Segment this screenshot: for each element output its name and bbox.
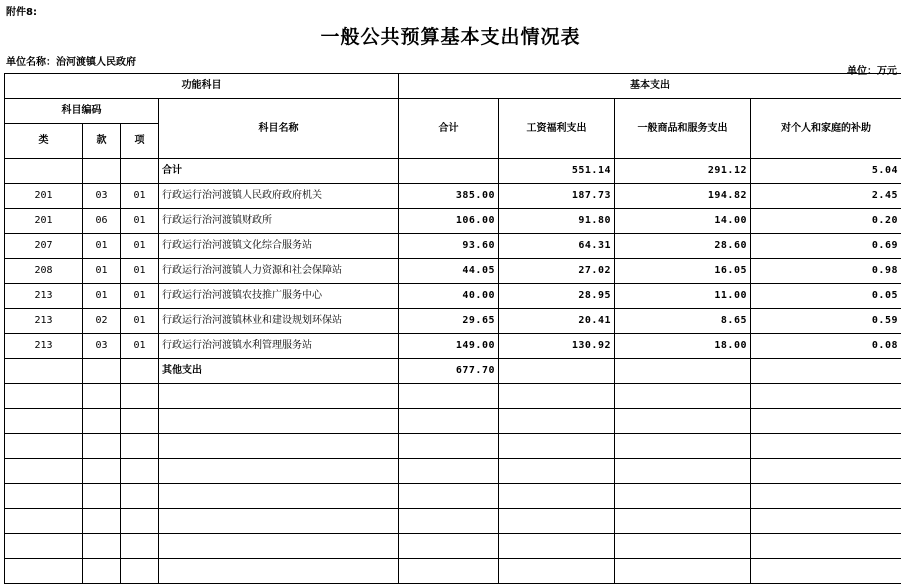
other-row-total: 677.70 [399, 359, 499, 384]
other-row-name: 其他支出 [159, 359, 399, 384]
subject-name: 行政运行治河渡镇水利管理服务站 [159, 334, 399, 359]
row-individual: 0.59 [751, 309, 901, 334]
row-individual: 0.05 [751, 284, 901, 309]
subject-name: 行政运行治河渡镇财政所 [159, 209, 399, 234]
row-total: 44.05 [399, 259, 499, 284]
subject-name: 行政运行治河渡镇林业和建设规划环保站 [159, 309, 399, 334]
row-individual: 0.98 [751, 259, 901, 284]
header-total: 合计 [399, 99, 499, 159]
item-code: 01 [121, 259, 159, 284]
subject-name: 行政运行治河渡镇人民政府政府机关 [159, 184, 399, 209]
section-code: 03 [83, 184, 121, 209]
header-individual-subsidy: 对个人和家庭的补助 [751, 99, 901, 159]
total-row-individual: 5.04 [751, 159, 901, 184]
row-goods: 11.00 [615, 284, 751, 309]
row-wages: 28.95 [499, 284, 615, 309]
class-code: 213 [5, 309, 83, 334]
item-code: 01 [121, 184, 159, 209]
section-code: 03 [83, 334, 121, 359]
row-goods: 16.05 [615, 259, 751, 284]
row-wages: 20.41 [499, 309, 615, 334]
empty-row [5, 484, 901, 509]
class-code: 201 [5, 209, 83, 234]
row-individual: 0.69 [751, 234, 901, 259]
total-row [5, 159, 901, 184]
row-total: 40.00 [399, 284, 499, 309]
item-code: 01 [121, 209, 159, 234]
row-wages: 64.31 [499, 234, 615, 259]
item-code: 01 [121, 284, 159, 309]
attachment-label: 附件8: [6, 7, 37, 18]
row-total: 93.60 [399, 234, 499, 259]
row-goods: 14.00 [615, 209, 751, 234]
row-goods: 194.82 [615, 184, 751, 209]
row-total: 29.65 [399, 309, 499, 334]
row-goods: 28.60 [615, 234, 751, 259]
section-code: 01 [83, 284, 121, 309]
row-individual: 0.08 [751, 334, 901, 359]
table-row [5, 309, 901, 334]
table-row [5, 284, 901, 309]
subject-name: 行政运行治河渡镇农技推广服务中心 [159, 284, 399, 309]
empty-row [5, 534, 901, 559]
class-code: 213 [5, 284, 83, 309]
row-wages: 130.92 [499, 334, 615, 359]
empty-row [5, 409, 901, 434]
class-code: 213 [5, 334, 83, 359]
table-row [5, 209, 901, 234]
row-wages: 187.73 [499, 184, 615, 209]
budget-table [4, 73, 901, 584]
row-individual: 2.45 [751, 184, 901, 209]
row-total: 385.00 [399, 184, 499, 209]
section-code: 01 [83, 234, 121, 259]
class-code: 207 [5, 234, 83, 259]
empty-row [5, 384, 901, 409]
header-functional-subject: 功能科目 [5, 74, 399, 99]
section-code: 06 [83, 209, 121, 234]
item-code: 01 [121, 309, 159, 334]
header-class: 类 [5, 124, 83, 159]
empty-row [5, 434, 901, 459]
table-row [5, 234, 901, 259]
table-row [5, 184, 901, 209]
page-title: 一般公共预算基本支出情况表 [320, 26, 581, 48]
header-wages: 工资福利支出 [499, 99, 615, 159]
section-code: 02 [83, 309, 121, 334]
empty-row [5, 559, 901, 584]
header-item: 项 [121, 124, 159, 159]
other-expenditure-row [5, 359, 901, 384]
subject-name: 行政运行治河渡镇人力资源和社会保障站 [159, 259, 399, 284]
row-total: 106.00 [399, 209, 499, 234]
table-row [5, 334, 901, 359]
empty-row [5, 509, 901, 534]
row-total: 149.00 [399, 334, 499, 359]
empty-row [5, 459, 901, 484]
header-subject-name: 科目名称 [159, 99, 399, 159]
row-goods: 8.65 [615, 309, 751, 334]
total-row-name: 合计 [159, 159, 399, 184]
row-individual: 0.20 [751, 209, 901, 234]
total-row-total [399, 159, 499, 184]
class-code: 208 [5, 259, 83, 284]
row-wages: 27.02 [499, 259, 615, 284]
total-row-goods: 291.12 [615, 159, 751, 184]
currency-unit: 单位：万元 [847, 66, 897, 77]
item-code: 01 [121, 234, 159, 259]
row-goods: 18.00 [615, 334, 751, 359]
class-code: 201 [5, 184, 83, 209]
header-section: 款 [83, 124, 121, 159]
row-wages: 91.80 [499, 209, 615, 234]
header-goods-services: 一般商品和服务支出 [615, 99, 751, 159]
header-subject-code: 科目编码 [5, 99, 159, 124]
unit-name: 单位名称：治河渡镇人民政府 [6, 57, 136, 68]
section-code: 01 [83, 259, 121, 284]
total-row-wages: 551.14 [499, 159, 615, 184]
header-basic-expenditure: 基本支出 [399, 74, 901, 99]
table-row [5, 259, 901, 284]
subject-name: 行政运行治河渡镇文化综合服务站 [159, 234, 399, 259]
item-code: 01 [121, 334, 159, 359]
